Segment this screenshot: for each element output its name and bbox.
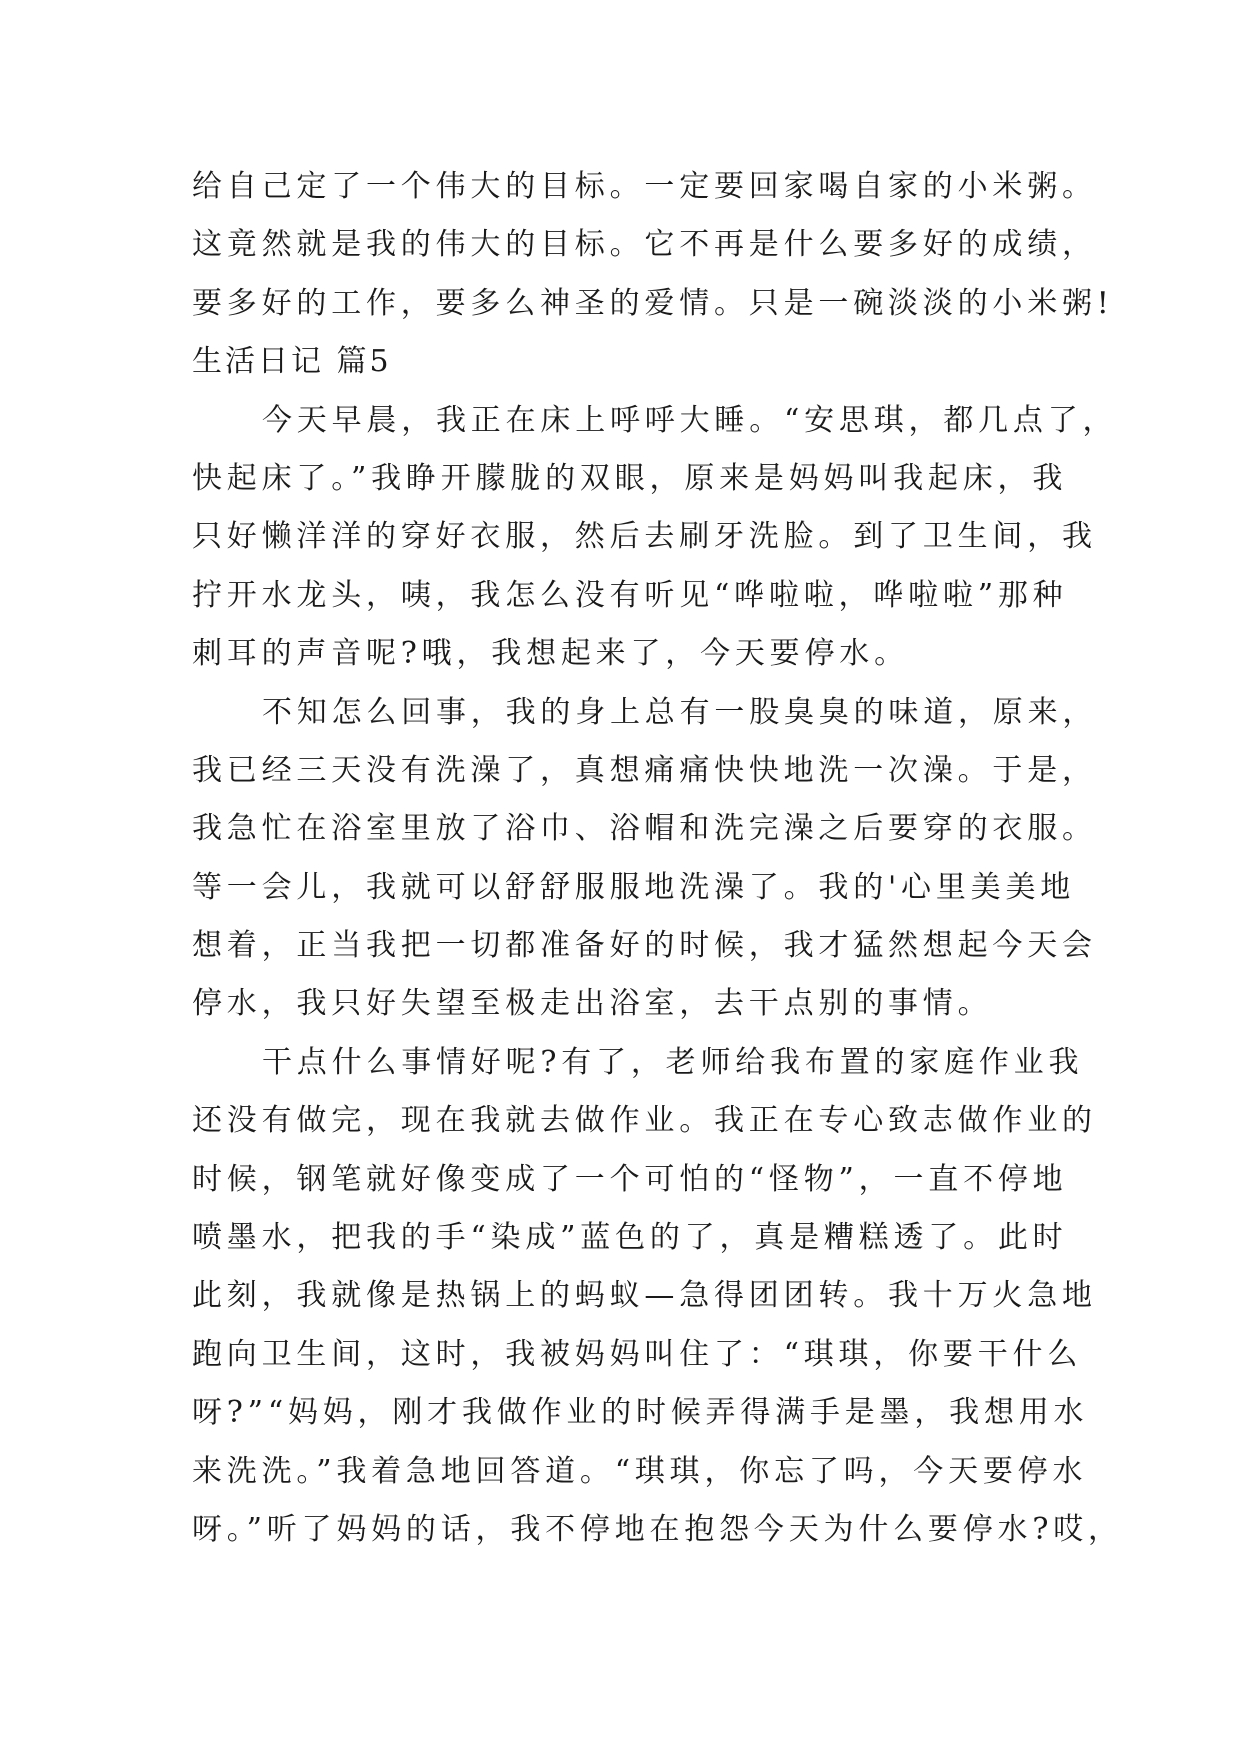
text-line: 停水，我只好失望至极走出浴室，去干点别的事情。: [192, 986, 993, 1022]
section-heading: 生活日记 篇5: [192, 344, 392, 380]
paragraph-first-line: 不知怎么回事，我的身上总有一股臭臭的味道，原来，: [262, 694, 1098, 730]
text-line: 喷墨水，把我的手“染成”蓝色的了，真是糟糕透了。此时: [192, 1220, 1068, 1256]
text-line: 等一会儿，我就可以舒舒服服地洗澡了。我的'心里美美地: [192, 869, 1076, 905]
text-line: 只好懒洋洋的穿好衣服，然后去刷牙洗脸。到了卫生间，我: [192, 519, 1097, 555]
text-line: 这竟然就是我的伟大的目标。它不再是什么要多好的成绩，: [192, 227, 1097, 263]
text-line: 想着，正当我把一切都准备好的时候，我才猛然想起今天会: [192, 928, 1097, 964]
text-line: 还没有做完，现在我就去做作业。我正在专心致志做作业的: [192, 1103, 1097, 1139]
text-line: 呀?”“妈妈，刚才我做作业的时候弄得满手是墨，我想用水: [192, 1395, 1089, 1431]
text-line: 此刻，我就像是热锅上的蚂蚁—急得团团转。我十万火急地: [192, 1278, 1097, 1314]
text-line: 跑向卫生间，这时，我被妈妈叫住了：“琪琪，你要干什么: [192, 1336, 1083, 1372]
text-line: 给自己定了一个伟大的目标。一定要回家喝自家的小米粥。: [192, 169, 1097, 204]
text-line: 快起床了。”我睁开朦胧的双眼，原来是妈妈叫我起床，我: [192, 460, 1068, 496]
text-line: 要多好的工作，要多么神圣的爱情。只是一碗淡淡的小米粥!: [192, 285, 1114, 321]
paragraph-first-line: 今天早晨，我正在床上呼呼大睡。“安思琪，都几点了，: [262, 402, 1118, 438]
paragraph-first-line: 干点什么事情好呢?有了，老师给我布置的家庭作业我: [262, 1044, 1084, 1080]
text-line: 呀。”听了妈妈的话，我不停地在抱怨今天为什么要停水?哎，: [192, 1511, 1123, 1547]
text-line: 刺耳的声音呢?哦，我想起来了，今天要停水。: [192, 636, 909, 672]
text-line: 我已经三天没有洗澡了，真想痛痛快快地洗一次澡。于是，: [192, 752, 1097, 788]
text-line: 拧开水龙头，咦，我怎么没有听见“哗啦啦，哗啦啦”那种: [192, 577, 1068, 613]
document-body: [192, 158, 1123, 1559]
text-line: 时候，钢笔就好像变成了一个可怕的“怪物”，一直不停地: [192, 1161, 1068, 1197]
text-line: 来洗洗。”我着急地回答道。“琪琪，你忘了吗，今天要停水: [192, 1453, 1088, 1489]
text-line: 我急忙在浴室里放了浴巾、浴帽和洗完澡之后要穿的衣服。: [192, 811, 1097, 847]
